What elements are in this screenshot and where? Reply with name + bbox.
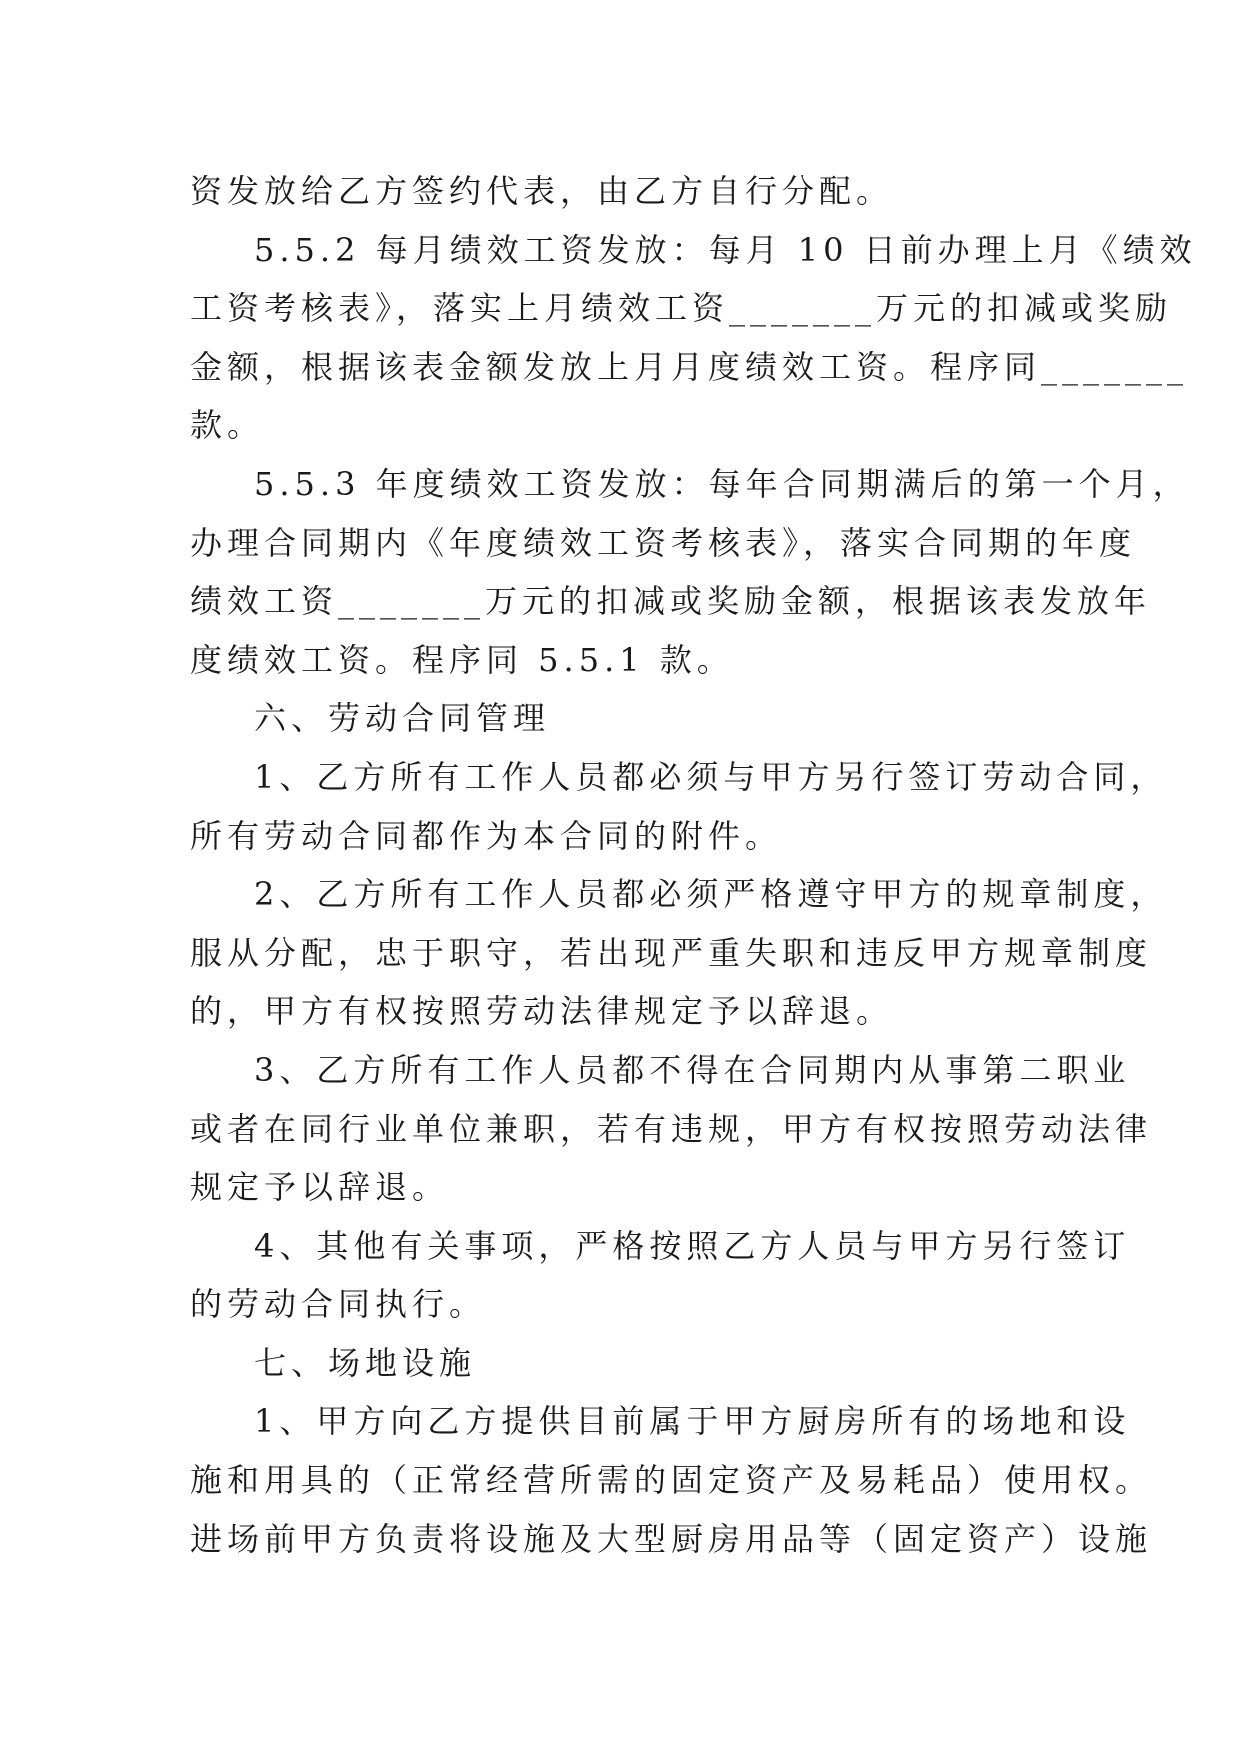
section-heading: 七、场地设施 [254,1343,477,1382]
text-line: 4、其他有关事项，严格按照乙方人员与甲方另行签订 [254,1226,1131,1265]
text-line: 1、甲方向乙方提供目前属于甲方厨房所有的场地和设 [254,1402,1131,1441]
text-line: 绩效工资_______万元的扣减或奖励金额，根据该表发放年 [190,582,1152,621]
text-line: 办理合同期内《年度绩效工资考核表》，落实合同期的年度 [190,523,1137,562]
text-line: 规定予以辞退。 [190,1168,450,1207]
section-heading: 六、劳动合同管理 [254,699,551,738]
text-line: 2、乙方所有工作人员都必须严格遵守甲方的规章制度， [254,875,1168,914]
text-line: 的劳动合同执行。 [190,1285,487,1324]
text-line: 或者在同行业单位兼职，若有违规，甲方有权按照劳动法律 [190,1109,1153,1148]
text-line: 3、乙方所有工作人员都不得在合同期内从事第二职业 [254,1050,1131,1089]
text-line: 服从分配，忠于职守，若出现严重失职和违反甲方规章制度 [190,933,1153,972]
text-line: 资发放给乙方签约代表，由乙方自行分配。 [190,172,894,210]
text-line: 5.5.2 每月绩效工资发放：每月 10 日前办理上月《绩效 [254,230,1197,269]
text-line: 5.5.3 年度绩效工资发放：每年合同期满后的第一个月， [254,464,1190,503]
text-line: 所有劳动合同都作为本合同的附件。 [190,816,783,855]
text-line: 进场前甲方负责将设施及大型厨房用品等（固定资产）设施 [190,1519,1153,1558]
text-line: 度绩效工资。程序同 5.5.1 款。 [190,640,734,679]
text-line: 施和用具的（正常经营所需的固定资产及易耗品）使用权。 [190,1461,1153,1500]
text-line: 的，甲方有权按照劳动法律规定予以辞退。 [190,992,894,1031]
text-line: 款。 [190,406,265,445]
document-body [190,162,1197,1568]
text-line: 工资考核表》，落实上月绩效工资_______万元的扣减或奖励 [190,289,1173,328]
text-line: 1、乙方所有工作人员都必须与甲方另行签订劳动合同， [254,757,1168,796]
text-line: 金额，根据该表金额发放上月月度绩效工资。程序同_______ [190,347,1189,386]
